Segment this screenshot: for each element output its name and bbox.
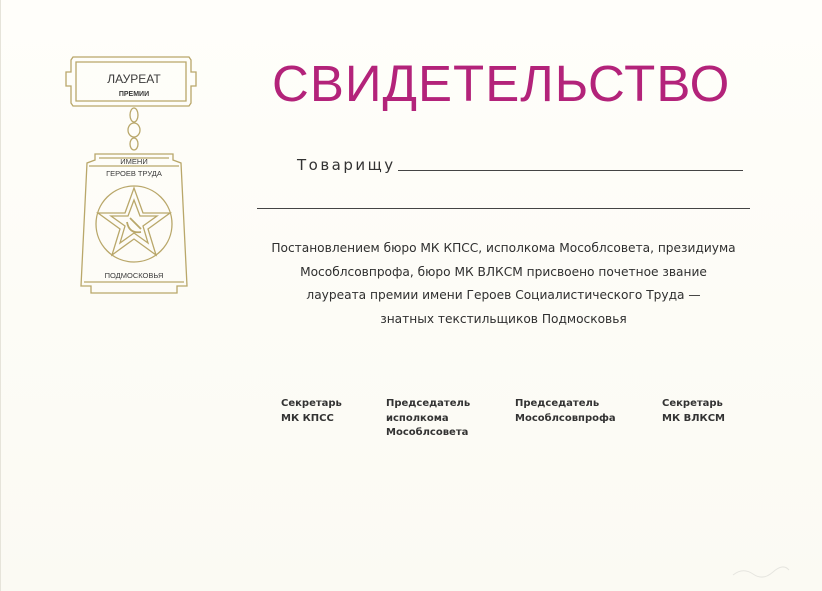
medal-top-line1: ЛАУРЕАТ — [107, 72, 161, 86]
laureate-medal-emblem — [59, 50, 209, 300]
signatory-line: Председатель — [386, 398, 471, 409]
signatory-line: Мособлсовета — [386, 427, 469, 438]
addressee-second-line — [257, 208, 750, 209]
paper-smudge — [731, 565, 791, 579]
award-statement-line: Мособлсовпрофа, бюро МК ВЛКСМ присвоено почетное звание — [300, 264, 707, 279]
award-statement-line: Постановлением бюро МК КПСС, исполкома Мособлсовета, президиума — [271, 241, 736, 255]
signatory-line: Секретарь — [662, 398, 723, 409]
medal-band-label: ИМЕНИ — [120, 157, 148, 166]
signatory-executive-chairman — [386, 397, 470, 441]
award-statement — [251, 237, 756, 331]
medal-heroes-label: ГЕРОЕВ ТРУДА — [106, 169, 162, 178]
certificate-title: СВИДЕТЕЛЬСТВО — [272, 55, 731, 112]
signatory-union-chairman — [515, 397, 616, 426]
addressee-row — [297, 156, 743, 174]
addressee-label: Товарищу — [297, 156, 396, 174]
signatory-line: Мособлсовпрофа — [515, 412, 616, 424]
medal-top-line2: ПРЕМИИ — [118, 91, 150, 98]
signatory-line: МК ВЛКСМ — [662, 412, 725, 424]
addressee-name-line — [398, 170, 743, 171]
medal-drawing — [59, 50, 209, 300]
award-statement-line: знатных текстильщиков Подмосковья — [380, 311, 627, 326]
signatory-line: МК КПСС — [281, 412, 334, 424]
signatory-line: исполкома — [386, 412, 449, 424]
signatory-line: Секретарь — [281, 398, 342, 409]
signatory-party-secretary — [281, 397, 342, 426]
medal-region-label: ПОДМОСКОВЬЯ — [104, 271, 164, 280]
signatory-line: Председатель — [515, 398, 600, 409]
signatory-komsomol-secretary — [662, 397, 725, 426]
award-statement-line: лауреата премии имени Героев Социалистического Труда — — [306, 288, 701, 302]
